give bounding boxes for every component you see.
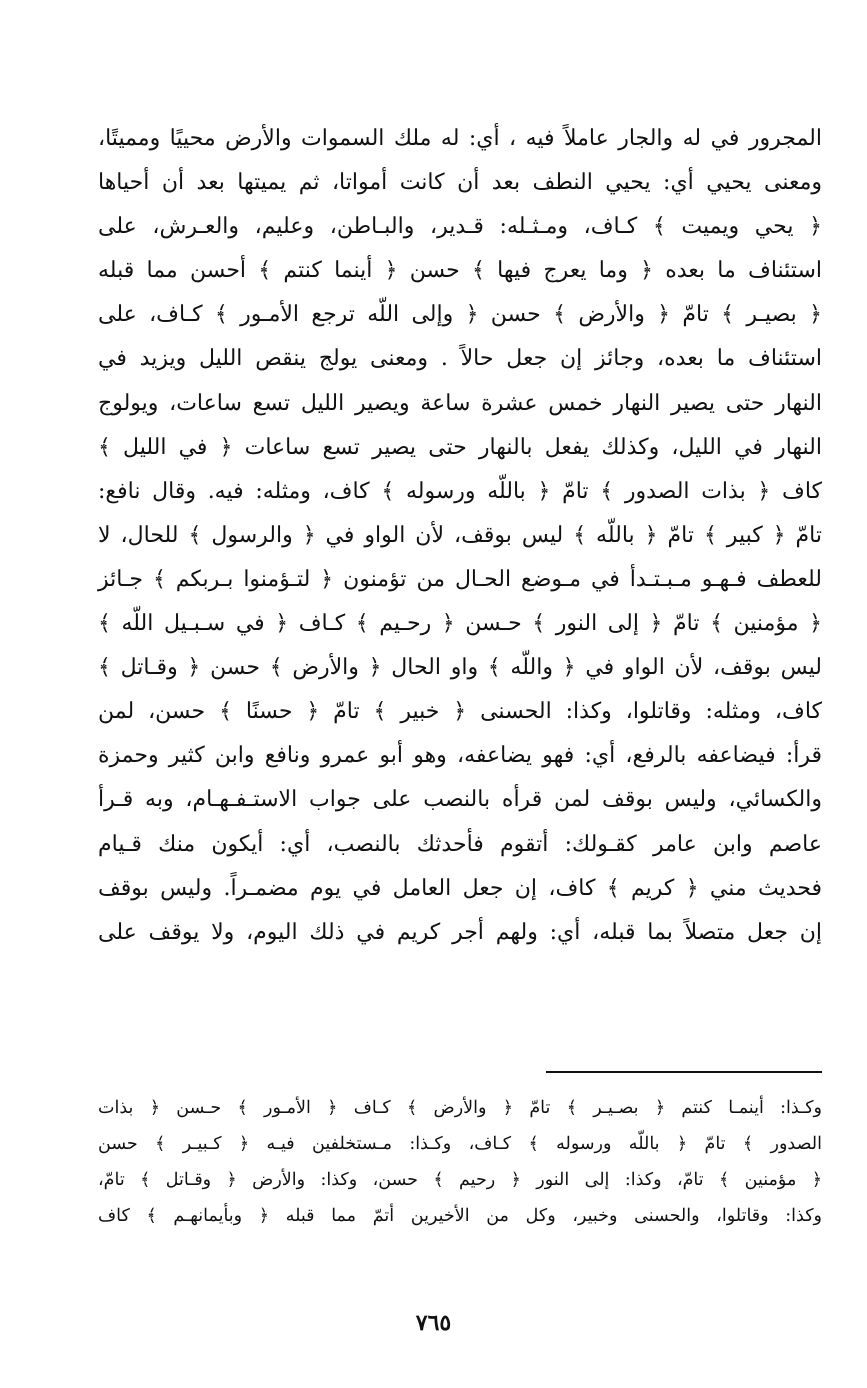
text-line: ومعنى يحيي أي: يحيي النطف بعد أن كانت أمواتا، ثم يميتها بعد أن أحياها — [98, 170, 822, 196]
text-line: كاف ﴿ بذات الصدور ﴾ تامّ ﴿ باللّه ورسوله ﴾ كاف، ومثله: فيه. وقال نافع: — [98, 478, 822, 504]
footnotes-block — [98, 1090, 822, 1234]
text-line: والكسائي، وليس بوقف لمن قرأه بالنصب على جواب الاستـفـهـام، وبه قـرأ — [98, 787, 822, 813]
footnote-line: ﴿ مؤمنين ﴾ تامّ، وكذا: إلى النور ﴿ رحيم ﴾ حسن، وكذا: والأرض ﴿ وقـاتل ﴾ تامّ، — [98, 1170, 822, 1190]
text-line: ليس بوقف، لأن الواو في ﴿ واللّه ﴾ واو الحال ﴿ والأرض ﴾ حسن ﴿ وقـاتل ﴾ — [98, 655, 822, 681]
text-line: تامّ ﴿ كبير ﴾ تامّ ﴿ باللّه ﴾ ليس بوقف، لأن الواو في ﴿ والرسول ﴾ للحال، لا — [98, 522, 822, 548]
footnote-line: وكذا: وقاتلوا، والحسنى وخبير، وكل من الأخيرين أتمّ مما قبله ﴿ وبأيمانهـم ﴾ كاف — [98, 1206, 822, 1226]
text-line: ﴿ بصيـر ﴾ تامّ ﴿ والأرض ﴾ حسن ﴿ وإلى اللّه ترجع الأمـور ﴾ كـاف، على — [98, 302, 822, 328]
text-line: استئناف ما بعده، وجائز إن جعل حالاً . ومعنى يولج ينقص الليل ويزيد في — [98, 346, 822, 372]
text-line: كاف، ومثله: وقاتلوا، وكذا: الحسنى ﴿ خبير ﴾ تامّ ﴿ حسنًا ﴾ حسن، لمن — [98, 699, 822, 725]
text-line: ﴿ مؤمنين ﴾ تامّ ﴿ إلى النور ﴾ حـسن ﴿ رحـيم ﴾ كـاف ﴿ في سـبـيل اللّه ﴾ — [98, 611, 822, 637]
footnote-line: الصدور ﴾ تامّ ﴿ باللّه ورسوله ﴾ كـاف، وكـذا: مـستخلفين فيـه ﴿ كـبيـر ﴾ حسن — [98, 1134, 822, 1154]
text-line: للعطف فـهـو مـبـتـدأ في مـوضع الحـال من تؤمنون ﴿ لتـؤمنوا بـربكم ﴾ جـائز — [98, 566, 822, 592]
text-line: إن جعل متصلاً بما قبله، أي: ولهم أجر كريم في ذلك اليوم، ولا يوقف على — [98, 919, 822, 945]
text-line: قرأ: فيضاعفه بالرفع، أي: فهو يضاعفه، وهو أبو عمرو ونافع وابن كثير وحمزة — [98, 743, 822, 769]
text-line: المجرور في له والجار عاملاً فيه ، أي: له ملك السموات والأرض محييًا ومميتًا، — [98, 126, 822, 151]
text-line: عاصم وابن عامر كقـولك: أتقوم فأحدثك بالنصب، أي: أيكون منك قـيام — [98, 831, 822, 857]
footnote-line: وكـذا: أينمـا كنتم ﴿ بصـيـر ﴾ تامّ ﴿ والأرض ﴾ كـاف ﴿ الأمـور ﴾ حـسن ﴿ بذات — [98, 1098, 822, 1118]
footnote-divider — [546, 1071, 822, 1073]
text-line: فحديث مني ﴿ كريم ﴾ كاف، إن جعل العامل في يوم مضمـراً. وليس بوقف — [98, 875, 822, 901]
main-text-block — [98, 117, 822, 955]
text-line: النهار في الليل، وكذلك يفعل بالنهار حتى يصير تسع ساعات ﴿ في الليل ﴾ — [98, 434, 822, 460]
text-line: ﴿ يحي ويميت ﴾ كـاف، ومـثـله: قـدير، والبـاطن، وعليم، والعـرش، على — [98, 214, 822, 240]
text-line: النهار حتى يصير النهار خمس عشرة ساعة ويصير الليل تسع ساعات، ويولوج — [98, 390, 822, 416]
page-number: ٧٦٥ — [415, 1310, 452, 1336]
text-line: استئناف ما بعده ﴿ وما يعرج فيها ﴾ حسن ﴿ أينما كنتم ﴾ أحسن مما قبله — [98, 258, 822, 284]
